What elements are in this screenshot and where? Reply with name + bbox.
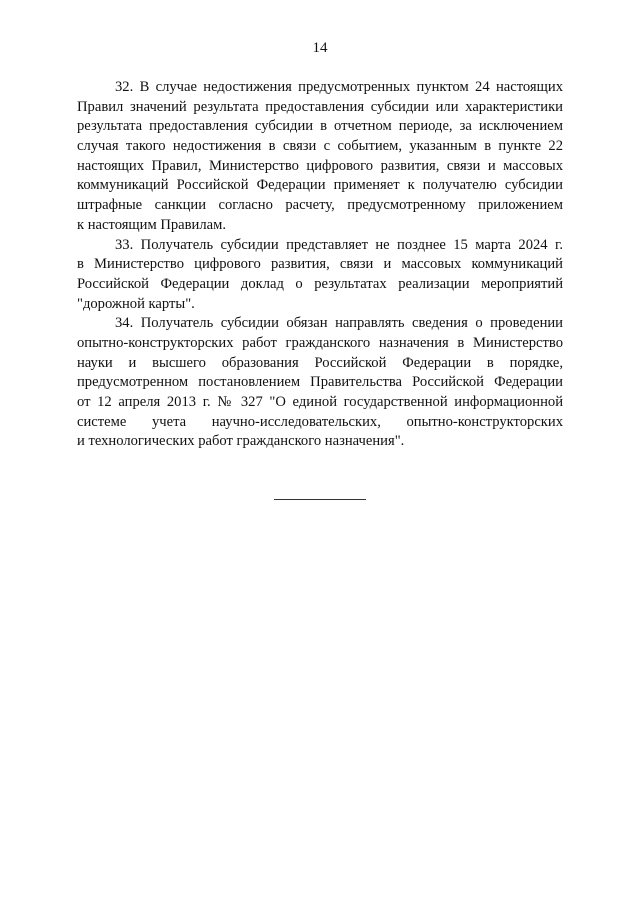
text-line: 34. Получатель субсидии обязан направлять сведения о проведении	[115, 315, 563, 332]
paragraph-33	[77, 236, 563, 315]
text-line: коммуникаций Российской Федерации применяет к получателю субсидии	[77, 177, 563, 194]
text-line: результата предоставления субсидии в отчетном периоде, за исключением	[77, 118, 563, 135]
text-line: предусмотренном постановлением Правительства Российской Федерации	[77, 374, 563, 391]
text-line: штрафные санкции согласно расчету, предусмотренному приложением	[77, 197, 563, 214]
text-line: от 12 апреля 2013 г. № 327 "О единой государственной информационной	[77, 394, 563, 410]
text-line: настоящих Правил, Министерство цифрового развития, связи и массовых	[77, 157, 563, 174]
text-line: Российской Федерации доклад о результатах реализации мероприятий	[77, 275, 563, 292]
text-line: в Министерство цифрового развития, связи и массовых коммуникаций	[77, 256, 563, 273]
end-of-document-rule	[274, 499, 366, 500]
text-line: к настоящим Правилам.	[77, 216, 227, 233]
text-line: системе учета научно-исследовательских, опытно-конструкторских	[77, 413, 563, 430]
text-line: случая такого недостижения в связи с событием, указанным в пункте 22	[77, 138, 563, 155]
text-line: "дорожной карты".	[77, 295, 195, 312]
page-number: 14	[312, 40, 328, 56]
document-body	[77, 78, 563, 452]
text-line: опытно-конструкторских работ гражданского назначения в Министерство	[77, 334, 563, 351]
text-line: науки и высшего образования Российской Федерации в порядке,	[77, 354, 563, 371]
text-line: Правил значений результата предоставления субсидии или характеристики	[77, 98, 563, 115]
paragraph-32	[77, 78, 563, 236]
text-line: 33. Получатель субсидии представляет не позднее 15 марта 2024 г.	[115, 236, 563, 253]
text-line: и технологических работ гражданского назначения".	[77, 433, 405, 450]
text-line: 32. В случае недостижения предусмотренных пунктом 24 настоящих	[115, 79, 563, 95]
paragraph-34	[77, 314, 563, 452]
